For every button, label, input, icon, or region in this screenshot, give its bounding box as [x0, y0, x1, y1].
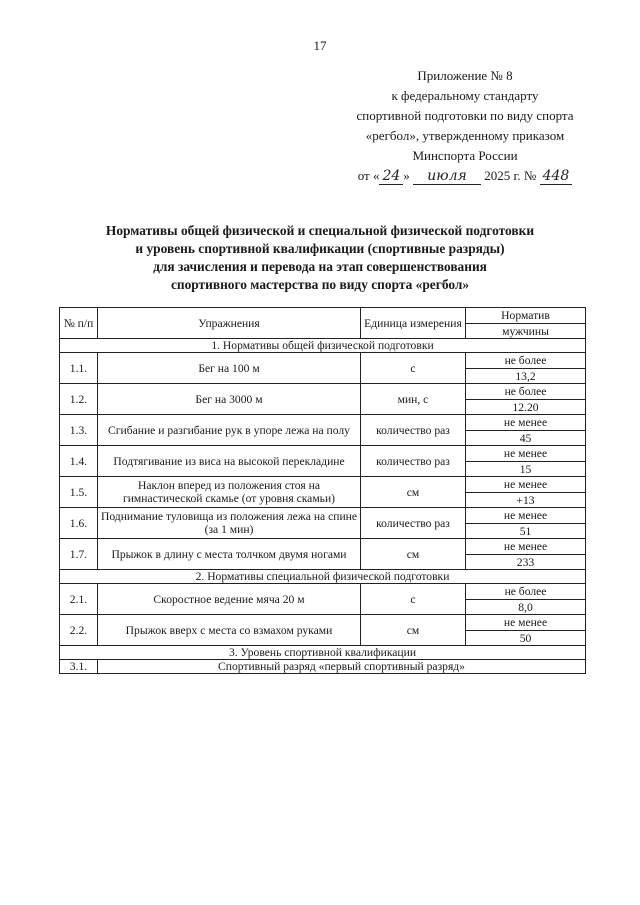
row-exercise: Сгибание и разгибание рук в упоре лежа на полу — [98, 415, 361, 446]
document-title — [60, 222, 580, 294]
row-num: 1.7. — [60, 539, 98, 570]
row-unit: с — [361, 353, 466, 384]
section-title: 3. Уровень спортивной квалификации — [60, 646, 586, 660]
row-condition: не менее — [466, 446, 586, 462]
row-value: 15 — [466, 462, 586, 477]
row-value: 13,2 — [466, 369, 586, 384]
row-qualification: Спортивный разряд «первый спортивный разряд» — [98, 660, 586, 674]
title-line: спортивного мастерства по виду спорта «регбол» — [170, 277, 470, 292]
section-title: 1. Нормативы общей физической подготовки — [60, 339, 586, 353]
header-men: мужчины — [466, 324, 586, 339]
row-exercise: Прыжок в длину с места толчком двумя ногами — [98, 539, 361, 570]
row-value: 12.20 — [466, 400, 586, 415]
row-value: +13 — [466, 493, 586, 508]
header-num: № п/п — [60, 308, 98, 339]
appendix-block — [330, 66, 600, 186]
order-month: июля — [413, 169, 481, 185]
row-unit: см — [361, 477, 466, 508]
header-unit: Единица измерения — [361, 308, 466, 339]
row-value: 50 — [466, 631, 586, 646]
row-exercise: Скоростное ведение мяча 20 м — [98, 584, 361, 615]
row-condition: не менее — [466, 415, 586, 431]
row-value: 51 — [466, 524, 586, 539]
row-condition: не более — [466, 584, 586, 600]
row-unit: количество раз — [361, 446, 466, 477]
row-condition: не более — [466, 353, 586, 369]
header-norm: Норматив — [466, 308, 586, 324]
row-exercise: Наклон вперед из положения стоя на гимнастической скамье (от уровня скамьи) — [98, 477, 361, 508]
title-line: Нормативы общей физической и специальной физической подготовки — [105, 223, 535, 238]
title-line: и уровень спортивной квалификации (спортивные разряды) — [135, 241, 505, 256]
row-num: 1.3. — [60, 415, 98, 446]
section-title: 2. Нормативы специальной физической подготовки — [60, 570, 586, 584]
appendix-line: Приложение № 8 — [417, 68, 513, 83]
row-num: 1.5. — [60, 477, 98, 508]
row-condition: не более — [466, 384, 586, 400]
order-line — [330, 166, 600, 186]
row-exercise: Поднимание туловища из положения лежа на спине (за 1 мин) — [98, 508, 361, 539]
header-exercise: Упражнения — [98, 308, 361, 339]
page-number: 17 — [313, 38, 327, 53]
row-unit: количество раз — [361, 415, 466, 446]
row-condition: не менее — [466, 508, 586, 524]
title-line: для зачисления и перевода на этап совершенствования — [153, 259, 487, 274]
order-year: 2025 г. № — [484, 168, 537, 183]
row-num: 2.1. — [60, 584, 98, 615]
appendix-line: Минспорта России — [412, 148, 518, 163]
row-num: 1.2. — [60, 384, 98, 415]
row-value: 45 — [466, 431, 586, 446]
appendix-line: спортивной подготовки по виду спорта — [356, 108, 574, 123]
row-condition: не менее — [466, 539, 586, 555]
row-num: 1.1. — [60, 353, 98, 384]
row-exercise: Прыжок вверх с места со взмахом руками — [98, 615, 361, 646]
appendix-line: к федеральному стандарту — [391, 88, 539, 103]
appendix-line: «регбол», утвержденному приказом — [365, 128, 565, 143]
row-condition: не менее — [466, 615, 586, 631]
row-exercise: Подтягивание из виса на высокой перекладине — [98, 446, 361, 477]
order-prefix: от « — [357, 168, 380, 183]
order-mid: » — [403, 168, 410, 183]
row-num: 1.6. — [60, 508, 98, 539]
row-unit: с — [361, 584, 466, 615]
row-unit: количество раз — [361, 508, 466, 539]
row-value: 8,0 — [466, 600, 586, 615]
row-num: 2.2. — [60, 615, 98, 646]
row-value: 233 — [466, 555, 586, 570]
row-unit: см — [361, 615, 466, 646]
row-num: 1.4. — [60, 446, 98, 477]
row-condition: не менее — [466, 477, 586, 493]
row-num: 3.1. — [60, 660, 98, 674]
row-unit: см — [361, 539, 466, 570]
order-day: 24 — [379, 169, 403, 185]
row-exercise: Бег на 3000 м — [98, 384, 361, 415]
order-number: 448 — [540, 169, 573, 185]
norms-table — [59, 307, 586, 674]
row-exercise: Бег на 100 м — [98, 353, 361, 384]
row-unit: мин, с — [361, 384, 466, 415]
